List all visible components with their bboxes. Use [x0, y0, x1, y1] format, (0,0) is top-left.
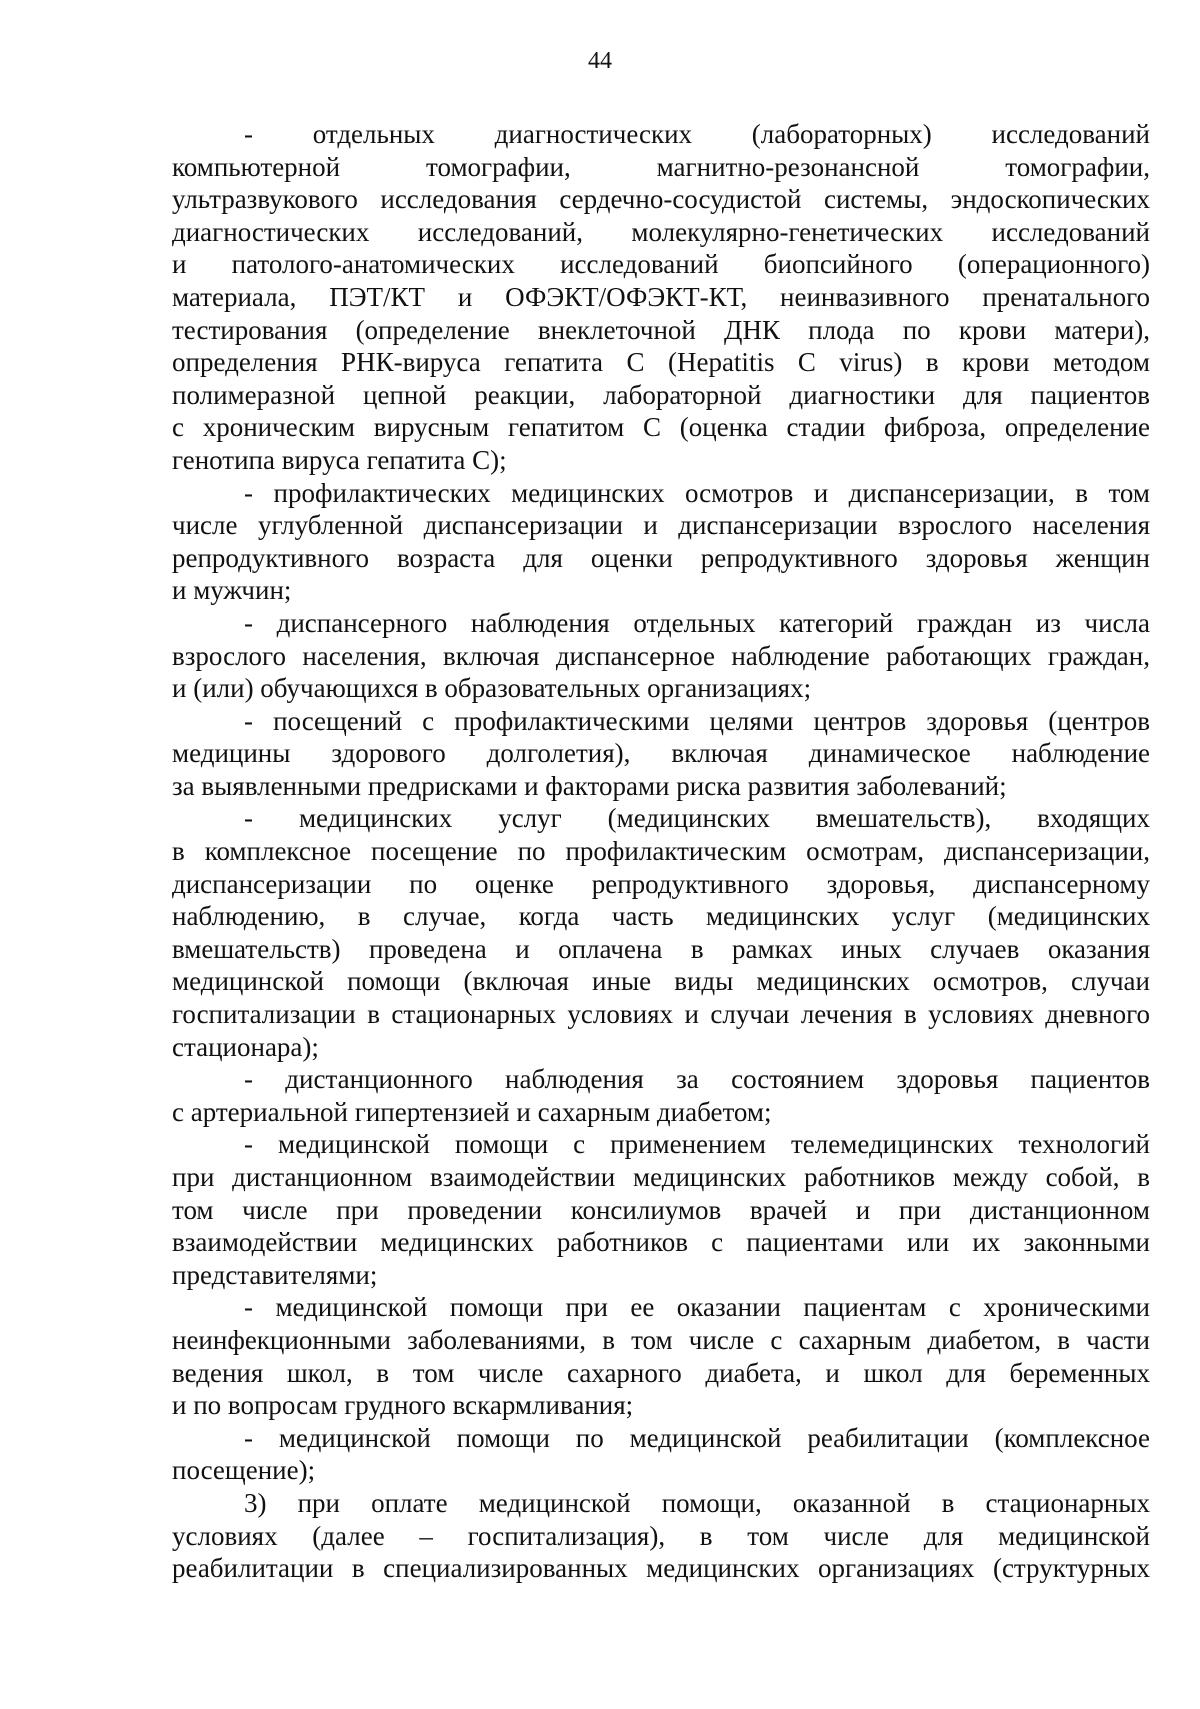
paragraph	[172, 1422, 1150, 1487]
text-line: вмешательств) проведена и оплачена в рамках иных случаев оказания	[172, 933, 1150, 964]
text-line: стационара);	[172, 1031, 319, 1062]
text-line: - отдельных диагностических (лабораторных) исследований	[244, 119, 1150, 149]
text-line: - медицинской помощи с применением телемедицинских технологий	[244, 1129, 1150, 1160]
text-line: реабилитации в специализированных медицинских организациях (структурных	[172, 1553, 1150, 1584]
text-line: взрослого населения, включая диспансерное наблюдение работающих граждан,	[172, 640, 1150, 671]
text-line: - дистанционного наблюдения за состоянием здоровья пациентов	[244, 1064, 1150, 1095]
paragraph	[172, 1128, 1150, 1291]
text-line: - посещений с профилактическими целями центров здоровья (центров	[244, 705, 1150, 736]
paragraph	[172, 705, 1150, 803]
text-line: и (или) обучающихся в образовательных организациях;	[172, 673, 812, 704]
text-line: за выявленными предрисками и факторами риска развития заболеваний;	[172, 770, 1007, 801]
text-line: - медицинской помощи при ее оказании пациентам с хроническими	[244, 1292, 1150, 1323]
text-line: и патолого-анатомических исследований биопсийного (операционного)	[172, 249, 1150, 280]
text-line: условиях (далее – госпитализация), в том числе для медицинской	[172, 1520, 1150, 1551]
text-line: медицины здорового долголетия), включая динамическое наблюдение	[172, 738, 1150, 769]
text-line: наблюдению, в случае, когда часть медицинских услуг (медицинских	[172, 901, 1150, 932]
paragraph	[172, 118, 1150, 477]
page-number: 44	[588, 48, 612, 74]
text-line: - профилактических медицинских осмотров и диспансеризации, в том	[244, 477, 1150, 508]
text-line: диспансеризации по оценке репродуктивного здоровья, диспансерному	[172, 868, 1150, 899]
text-line: и мужчин;	[172, 575, 292, 606]
paragraph	[172, 802, 1150, 1063]
paragraph	[172, 1291, 1150, 1421]
text-line: том числе при проведении консилиумов врачей и при дистанционном	[172, 1194, 1150, 1225]
text-line: госпитализации в стационарных условиях и случаи лечения в условиях дневного	[172, 999, 1150, 1030]
text-line: генотипа вируса гепатита С);	[172, 444, 507, 475]
text-line: с хроническим вирусным гепатитом С (оценка стадии фиброза, определение	[172, 412, 1150, 443]
text-line: - диспансерного наблюдения отдельных категорий граждан из числа	[244, 607, 1150, 638]
text-line: 3) при оплате медицинской помощи, оказанной в стационарных	[244, 1487, 1150, 1518]
text-line: материала, ПЭТ/КТ и ОФЭКТ/ОФЭКТ-КТ, неинвазивного пренатального	[172, 281, 1150, 312]
text-line: посещение);	[172, 1455, 316, 1486]
paragraph	[172, 607, 1150, 705]
text-line: в комплексное посещение по профилактическим осмотрам, диспансеризации,	[172, 836, 1150, 867]
text-line: - медицинской помощи по медицинской реабилитации (комплексное	[244, 1422, 1150, 1453]
text-line: - медицинских услуг (медицинских вмешательств), входящих	[244, 803, 1150, 834]
text-line: компьютерной томографии, магнитно-резонансной томографии,	[172, 151, 1150, 182]
text-line: репродуктивного возраста для оценки репродуктивного здоровья женщин	[172, 542, 1150, 573]
paragraph	[172, 1063, 1150, 1128]
text-line: тестирования (определение внеклеточной ДНК плода по крови матери),	[172, 314, 1150, 345]
text-line: полимеразной цепной реакции, лабораторной диагностики для пациентов	[172, 379, 1150, 410]
text-line: при дистанционном взаимодействии медицинских работников между собой, в	[172, 1162, 1150, 1192]
text-line: диагностических исследований, молекулярно-генетических исследований	[172, 216, 1150, 247]
text-line: неинфекционными заболеваниями, в том числе с сахарным диабетом, в части	[172, 1324, 1150, 1355]
text-line: ультразвукового исследования сердечно-сосудистой системы, эндоскопических	[172, 184, 1150, 215]
document-body	[172, 118, 1150, 1585]
text-line: с артериальной гипертензией и сахарным диабетом;	[172, 1096, 772, 1127]
text-line: числе углубленной диспансеризации и диспансеризации взрослого населения	[172, 510, 1150, 541]
paragraph	[172, 1487, 1150, 1585]
text-line: определения РНК-вируса гепатита С (Hepatitis C virus) в крови методом	[172, 347, 1150, 378]
text-line: представителями;	[172, 1259, 378, 1290]
text-line: ведения школ, в том числе сахарного диабета, и школ для беременных	[172, 1357, 1150, 1388]
text-line: медицинской помощи (включая иные виды медицинских осмотров, случаи	[172, 966, 1150, 997]
text-line: взаимодействии медицинских работников с пациентами или их законными	[172, 1227, 1150, 1258]
text-line: и по вопросам грудного вскармливания;	[172, 1390, 634, 1421]
paragraph	[172, 477, 1150, 607]
